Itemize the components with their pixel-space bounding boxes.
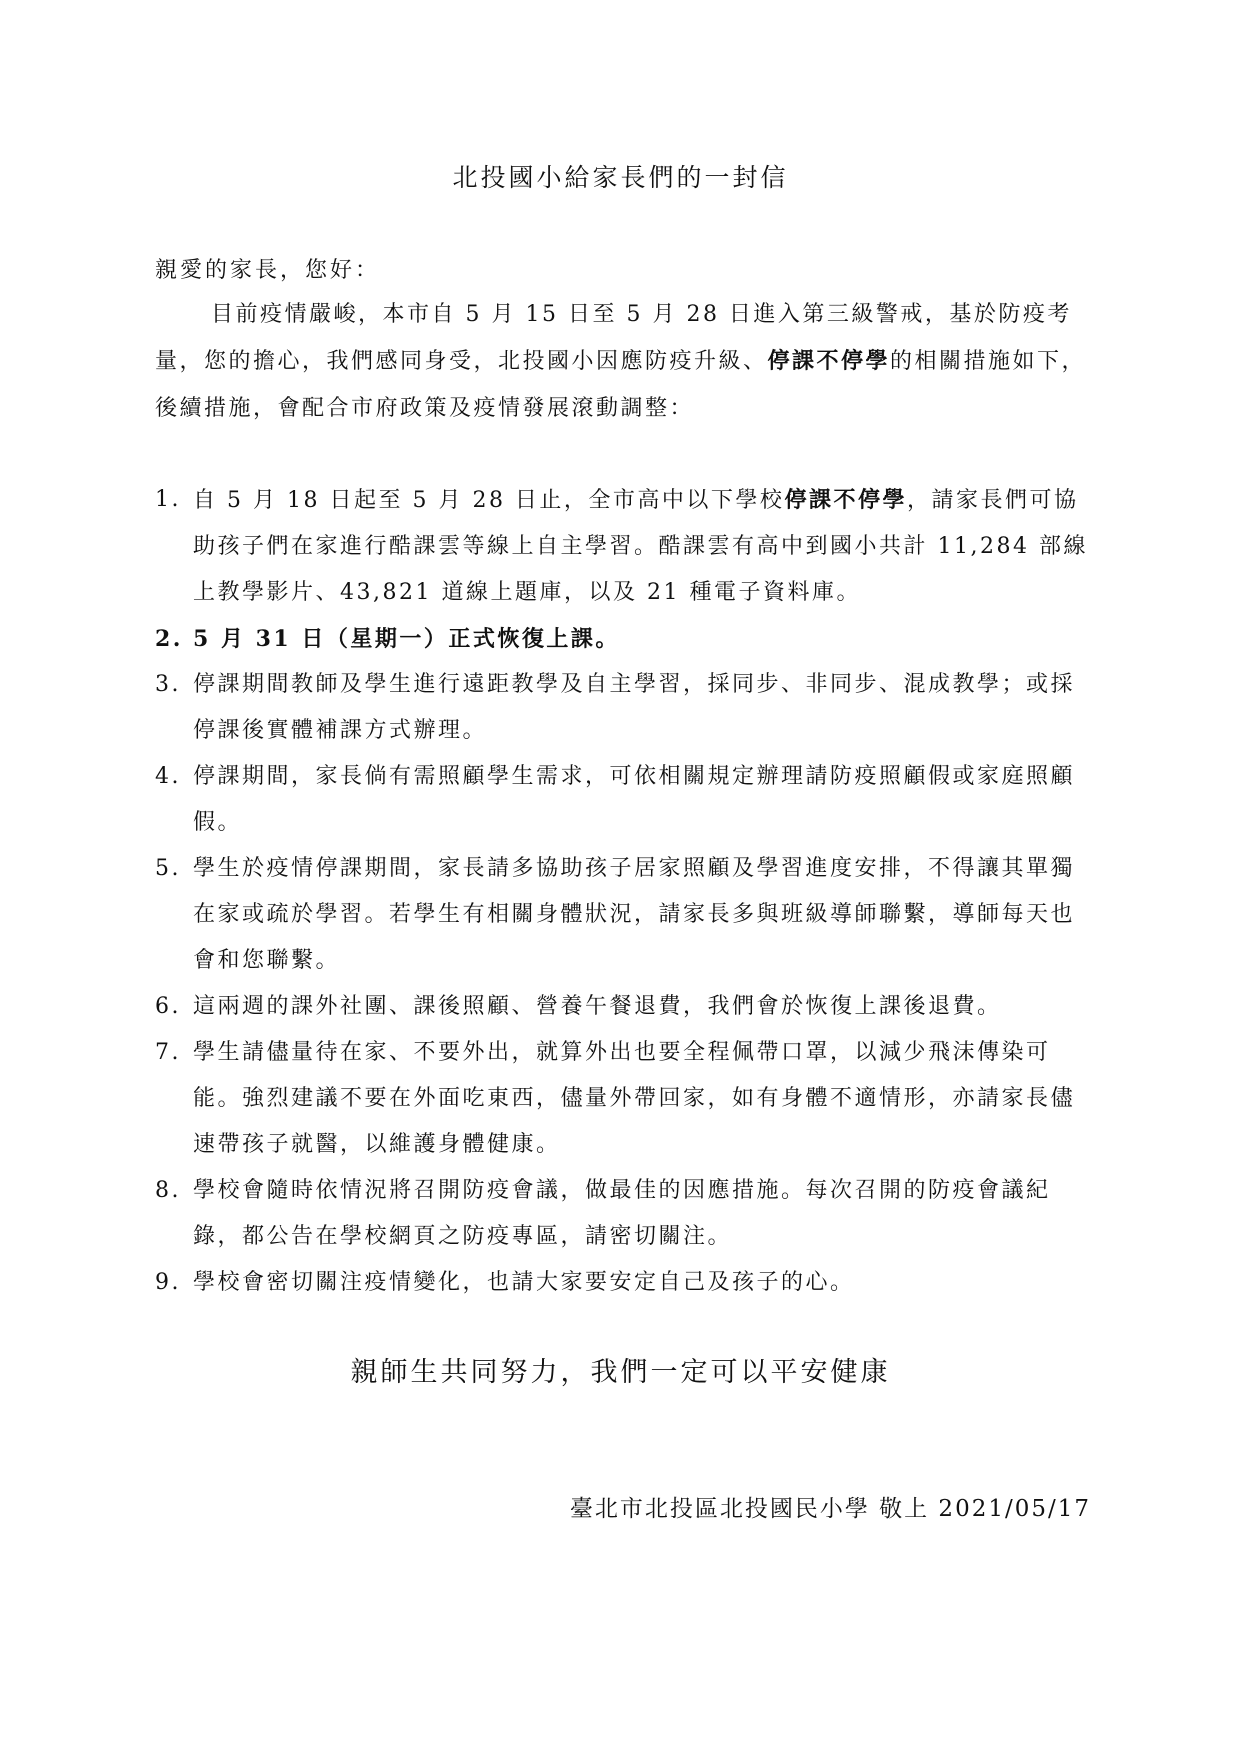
item-number: 3.	[155, 672, 181, 697]
list-item	[155, 846, 1090, 984]
item-number: 8.	[155, 1178, 181, 1203]
intro-bold-phrase: 停課不停學	[767, 348, 891, 374]
item-number: 5.	[155, 856, 181, 881]
closing-line: 親師生共同努力，我們一定可以平安健康	[350, 1357, 891, 1388]
signature-line: 臺北市北投區北投國民小學 敬上 2021/05/17	[569, 1496, 1091, 1522]
item-number: 6.	[155, 994, 181, 1019]
intro-text-part1: 目前疫情嚴峻，本市自 5 月 15 日至 5 月 28 日進入第三級警戒，基於防疫考量，您的擔心，我們感同身受，北投國小因應防疫升級、	[155, 302, 1072, 374]
item-text-a: 自 5 月 18 日起至 5 月 28 日止，全市高中以下學校	[193, 488, 785, 513]
item-text: 學校會密切關注疫情變化，也請大家要安定自己及孩子的心。	[193, 1270, 855, 1295]
intro-text-part2: 的相關措施如下，後續措施，會配合市府政策及疫情發展滾動調整：	[155, 349, 1087, 421]
intro-paragraph	[155, 291, 1090, 432]
item-number: 2.	[155, 626, 183, 652]
item-text: 停課期間，家長倘有需照顧學生需求，可依相關規定辦理請防疫照顧假或家庭照顧假。	[193, 764, 1076, 835]
measures-list	[155, 477, 1090, 1306]
list-item	[155, 1030, 1090, 1168]
item-text: 停課期間教師及學生進行遠距教學及自主學習，採同步、非同步、混成教學；或採停課後實體補課方式辦理。	[193, 672, 1076, 743]
item-number: 9.	[155, 1270, 181, 1295]
item-text: 學生請儘量待在家、不要外出，就算外出也要全程佩帶口罩，以減少飛沫傳染可能。強烈建議不要在外面吃東西，儘量外帶回家，如有身體不適情形，亦請家長儘速帶孩子就醫，以維護身體健康。	[193, 1040, 1076, 1157]
item-number: 4.	[155, 764, 181, 789]
salutation: 親愛的家長，您好：	[155, 258, 381, 283]
list-item	[155, 662, 1090, 754]
list-item	[155, 754, 1090, 846]
letter-title: 北投國小給家長們的一封信	[452, 163, 789, 192]
item-text: 學校會隨時依情況將召開防疫會議，做最佳的因應措施。每次召開的防疫會議紀錄，都公告在學校網頁之防疫專區，請密切關注。	[193, 1178, 1051, 1249]
list-item	[155, 1168, 1090, 1260]
item-text: 5 月 31 日（星期一）正式恢復上課。	[193, 626, 620, 652]
list-item	[155, 1260, 1090, 1306]
item-bold-phrase: 停課不停學	[784, 487, 907, 513]
list-item	[155, 616, 1090, 662]
item-number: 7.	[155, 1040, 181, 1065]
item-number: 1.	[155, 487, 181, 512]
item-text: 這兩週的課外社團、課後照顧、營養午餐退費，我們會於恢復上課後退費。	[193, 994, 1002, 1019]
item-text: 學生於疫情停課期間，家長請多協助孩子居家照顧及學習進度安排，不得讓其單獨在家或疏於學習。若學生有相關身體狀況，請家長多與班級導師聯繫，導師每天也會和您聯繫。	[193, 856, 1076, 973]
item-text-b: ，請家長們可協助孩子們在家進行酷課雲等線上自主學習。酷課雲有高中到國小共計 11,284 部線上教學影片、43,821 道線上題庫，以及 21 種電子資料庫。	[193, 488, 1088, 605]
list-item	[155, 477, 1090, 616]
list-item	[155, 984, 1090, 1030]
